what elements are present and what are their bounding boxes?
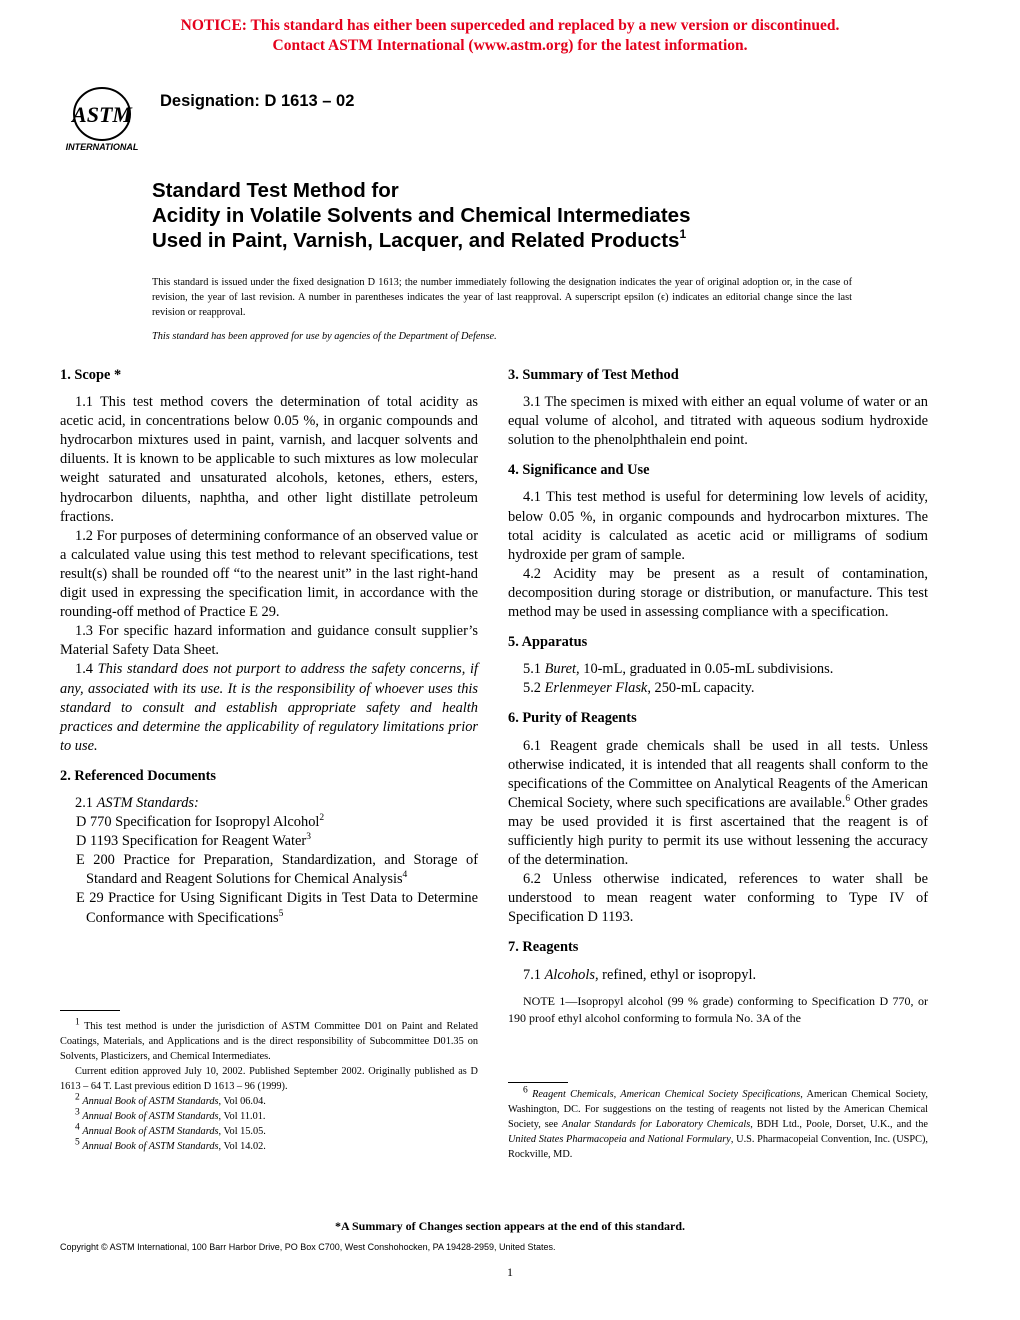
scope-1-4-number: 1.4 (75, 661, 93, 678)
notice-line-1: NOTICE: This standard has either been superceded and replaced by a new version or discontinued. (180, 17, 840, 34)
apparatus-5-2 (508, 679, 928, 698)
footnote-1-mark: 1 (75, 1017, 80, 1028)
footnote-4-vol: , Vol 15.05. (218, 1126, 266, 1137)
purity-6-1-a: 6.1 Reagent grade chemicals shall be used in all tests. Unless otherwise indicated, it is intended that all reagents shall conform to the specifications of the Committee on Analytical Reagents of the American Chemical Society, where such specifications are available. (508, 737, 928, 811)
footnote-6-c: , U.S. Pharmacopeial Convention, Inc. (USPC), Rockville, MD. (508, 1134, 928, 1160)
scope-1-3: 1.3 For specific hazard information and guidance consult supplier’s Material Safety Data Sheet. (60, 623, 478, 659)
scope-1-4-text: This standard does not purport to address the safety concerns, if any, associated with its use. It is the responsibility of whoever uses this standard to consult and establish appropriate safety and health practices and determine the applicability of regulatory limitations prior to use. (60, 661, 478, 754)
apparatus-heading: 5. Apparatus (508, 634, 588, 651)
referenced-heading: 2. Referenced Documents (60, 767, 216, 784)
referenced-2-1-label: ASTM Standards: (96, 794, 199, 811)
ref-e200-text: E 200 Practice for Preparation, Standardization, and Storage of Standard and Reagent Solutions for Chemical Analysis (76, 852, 478, 888)
logo-letters: ASTM (72, 102, 132, 127)
footnote-1 (60, 1019, 478, 1064)
apparatus-5-2-text: , 250-mL capacity. (647, 680, 755, 697)
reagents-heading: 7. Reagents (508, 939, 579, 956)
ref-d1193-text: D 1193 Specification for Reagent Water (76, 833, 307, 850)
footnote-4-book: Annual Book of ASTM Standards (82, 1126, 219, 1137)
significance-heading: 4. Significance and Use (508, 462, 650, 479)
title-line-3: Used in Paint, Varnish, Lacquer, and Related Products (152, 229, 680, 252)
apparatus-5-2-name: Erlenmeyer Flask (544, 680, 648, 697)
footnote-4-mark: 4 (75, 1122, 80, 1133)
ref-e29-fn: 5 (278, 908, 284, 919)
logo-caption: INTERNATIONAL (65, 142, 139, 152)
apparatus-5-1 (508, 660, 928, 679)
document-title (152, 178, 690, 253)
ref-d1193-fn: 3 (306, 832, 311, 843)
scope-heading: 1. Scope * (60, 367, 122, 383)
footnote-5-vol: , Vol 14.02. (218, 1141, 266, 1152)
footnote-6-a: , American Chemical Society, Washington, DC. For suggestions on the testing of reagents not listed by the American Chemical Society, see (508, 1089, 928, 1130)
apparatus-5-1-number: 5.1 (523, 661, 541, 678)
supersession-notice (0, 16, 1020, 56)
purity-6-1-b: Other grades may be used provided it is first ascertained that the reagent is of sufficiently high purity to permit its use without lessening the accuracy of the determination. (508, 794, 928, 869)
footnote-2-book: Annual Book of ASTM Standards (82, 1096, 219, 1107)
footnote-2-mark: 2 (75, 1092, 80, 1103)
scope-1-2: 1.2 For purposes of determining conformance of an observed value or a calculated value using this test method to relevant specifications, test result(s) shall be rounded off “to the nearest unit” in the last right-hand digit used in expressing the specification limit, in accordance with the rounding-off method of Practice E 29. (60, 527, 478, 621)
footnotes-right (508, 1082, 928, 1162)
apparatus-5-1-name: Buret (544, 661, 577, 678)
astm-logo-mark (60, 84, 144, 156)
purity-6-1-fn: 6 (845, 793, 851, 804)
title-line-1: Standard Test Method for (152, 179, 399, 202)
summary-3-1: 3.1 The specimen is mixed with either an equal volume of water or an equal volume of alcohol, and titrated with aqueous sodium hydroxide solution to the phenolphthalein end point. (508, 394, 928, 449)
purity-heading: 6. Purity of Reagents (508, 710, 637, 727)
footnote-6 (508, 1087, 928, 1162)
footnote-3-book: Annual Book of ASTM Standards (82, 1111, 219, 1122)
footnote-6-c-italic: United States Pharmacopeia and National Formulary (508, 1134, 731, 1145)
notice-line-2: Contact ASTM International (www.astm.org) for the latest information. (272, 37, 748, 54)
significance-4-2: 4.2 Acidity may be present as a result of contamination, decomposition during storage or distribution, or manufacture. This test method may be used in assessing compliance with a specification. (508, 565, 928, 621)
page-number: 1 (507, 1265, 513, 1279)
footnote-4 (60, 1124, 478, 1139)
ref-e29-text: E 29 Practice for Using Significant Digits in Test Data to Determine Conformance with Specifications (76, 890, 478, 926)
copyright-line: Copyright © ASTM International, 100 Barr Harbor Drive, PO Box C700, West Conshohocken, PA 19428-2959, United States. (60, 1242, 556, 1252)
footnote-5-book: Annual Book of ASTM Standards (82, 1141, 219, 1152)
ref-e200 (60, 851, 478, 889)
right-column (508, 366, 928, 1027)
apparatus-5-2-number: 5.2 (523, 680, 541, 697)
reagents-7-1-name: Alcohols (544, 966, 595, 983)
ref-d770-fn: 2 (319, 813, 325, 824)
footnote-6-b: , BDH Ltd., Poole, Dorset, U.K., and the (750, 1119, 928, 1130)
ref-e29 (60, 889, 478, 927)
footnote-3-mark: 3 (75, 1107, 80, 1118)
reagents-7-1 (508, 966, 928, 985)
footnote-3 (60, 1109, 478, 1124)
ref-d1193 (60, 832, 478, 851)
footnote-1-text: This test method is under the jurisdiction of ASTM Committee D01 on Paint and Related Coatings, Materials, and Applications and is the direct responsibility of Subcommittee D01.35 on Solvents, Plasticizers, and Chemical Intermediates. (60, 1021, 479, 1062)
issuance-statement: This standard is issued under the fixed designation D 1613; the number immediately following the designation indicates the year of original adoption or, in the case of revision, the year of last revision. A number in parentheses indicates the year of last reapproval. A superscript epsilon (ϵ) indicates an editorial change since the last revision or reapproval. (152, 277, 852, 318)
dod-approval-statement: This standard has been approved for use by agencies of the Department of Defense. (152, 331, 497, 342)
footnote-3-vol: , Vol 11.01. (218, 1111, 266, 1122)
designation: Designation: D 1613 – 02 (160, 92, 355, 110)
astm-logo (60, 84, 144, 156)
purity-6-1 (508, 737, 928, 871)
ref-e200-fn: 4 (402, 870, 408, 881)
title-footnote-mark: 1 (679, 227, 687, 241)
footnote-6-mark: 6 (523, 1085, 528, 1096)
ref-d770-text: D 770 Specification for Isopropyl Alcohol (76, 814, 320, 831)
referenced-2-1-number: 2.1 (75, 794, 93, 811)
scope-1-4 (60, 660, 478, 755)
footnote-5-mark: 5 (75, 1137, 80, 1148)
reagents-note-1: NOTE 1—Isopropyl alcohol (99 % grade) conforming to Specification D 770, or 190 proof ethyl alcohol conforming to formula No. 3A of the (508, 993, 928, 1025)
reagents-7-1-number: 7.1 (523, 966, 541, 983)
footnote-6-a-italic: Reagent Chemicals, American Chemical Society Specifications (532, 1089, 801, 1100)
footnote-1b: Current edition approved July 10, 2002. Published September 2002. Originally published as D 1613 – 64 T. Last previous edition D 1613 – 96 (1999). (60, 1066, 478, 1092)
footnote-6-b-italic: Analar Standards for Laboratory Chemicals (561, 1119, 751, 1130)
apparatus-5-1-text: , 10-mL, graduated in 0.05-mL subdivisions. (576, 661, 834, 678)
left-column (60, 366, 478, 928)
reagents-7-1-text: , refined, ethyl or isopropyl. (594, 966, 757, 983)
footnotes-left (60, 1010, 478, 1154)
summary-heading: 3. Summary of Test Method (508, 367, 679, 383)
footnote-5 (60, 1139, 478, 1154)
footnote-2 (60, 1094, 478, 1109)
purity-6-2: 6.2 Unless otherwise indicated, references to water shall be understood to mean reagent water conforming to Type IV of Specification D 1193. (508, 871, 928, 926)
ref-d770 (60, 813, 478, 832)
title-line-2: Acidity in Volatile Solvents and Chemical Intermediates (152, 204, 691, 227)
summary-of-changes-notice: *A Summary of Changes section appears at the end of this standard. (334, 1219, 686, 1233)
footnote-2-vol: , Vol 06.04. (218, 1096, 266, 1107)
scope-1-1: 1.1 This test method covers the determination of total acidity as acetic acid, in concentrations below 0.05 %, in organic compounds and hydrocarbon mixtures used in paint, varnish, and lacquer solvents and diluents. It is known to be applicable to such mixtures as low molecular weight saturated and unsaturated alcohols, ketones, ethers, esters, hydrocarbon diluents, naphtha, and other light distillate petroleum fractions. (60, 394, 478, 525)
referenced-2-1 (60, 794, 478, 813)
significance-4-1: 4.1 This test method is useful for determining low levels of acidity, below 0.05 %, in organic compounds and hydrocarbon mixtures. The total acidity is calculated as acetic acid or milligrams of sodium hydroxide per gram of sample. (508, 489, 928, 563)
